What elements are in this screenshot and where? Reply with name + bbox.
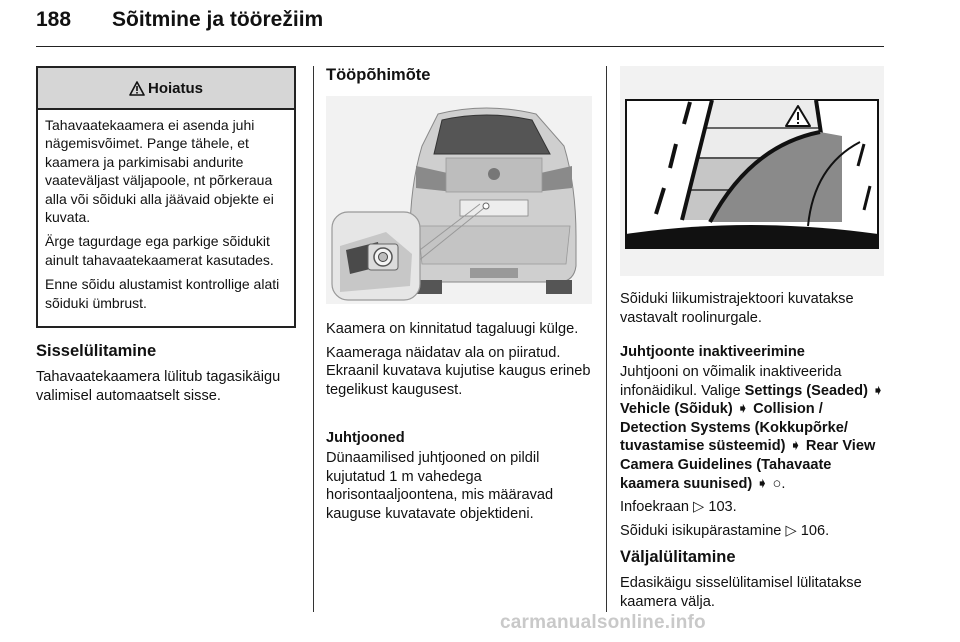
switch-off-text: Edasikäigu sisselülitamisel lülitatakse kaamera välja. (620, 575, 862, 610)
footer-watermark: carmanualsonline.info (500, 612, 706, 633)
arrow-icon: ➧ (789, 438, 802, 455)
principle-heading: Tööpõhimõte (326, 66, 431, 84)
page-ref-icon: ▷ (785, 522, 797, 539)
arrow-icon: ➧ (872, 382, 885, 399)
warning-paragraph-1: Tahavaatekaamera ei asenda juhi nägemisvõimet. Pange tähele, et kaamera ja parkimisabi andurite vaateväljast väljapoole, nt põrkeraua alla või sõiduki alla jäävaid objekte ei kuvata. (45, 117, 274, 226)
page-number: 188 (36, 8, 72, 31)
page-ref-icon: ▷ (693, 499, 705, 516)
warning-paragraph-2: Ärge tagurdage ega parkige sõidukit ainult tahavaatekaamerat kasutades. (45, 233, 274, 268)
warning-paragraph-3: Enne sõidu alustamist kontrollige alati sõiduki ümbrust. (45, 276, 280, 311)
info-display-ref: Infoekraan (620, 499, 689, 516)
sentence-end: . (781, 475, 786, 492)
guidelines-text: Dünaamilised juhtjooned on pildil kujutatud 1 m vahedega horisontaaljoontena, mis määravad kauguse kuvatavate objektideni. (326, 450, 554, 522)
arrow-icon: ➧ (756, 475, 769, 492)
page-title: Sõitmine ja töörežiim (112, 8, 324, 31)
warning-title: Hoiatus (147, 79, 203, 97)
deactivate-heading: Juhtjoonte inaktiveerimine (620, 344, 805, 360)
guidelines-screen-illustration (620, 66, 884, 276)
switch-off-heading: Väljalülitamine (620, 548, 736, 566)
header-rule (36, 46, 884, 47)
personalization-page: 106. (800, 522, 830, 539)
switch-on-heading: Sisselülitamine (36, 342, 157, 360)
deactivate-intro: Juhtjooni on võimalik inaktiveerida infonäidikul. Valige (620, 364, 842, 399)
principle-paragraph-1: Kaamera on kinnitatud tagaluugi külge. (326, 321, 579, 337)
warning-triangle-icon (129, 81, 145, 96)
deactivate-text (620, 363, 886, 545)
arrow-icon: ➧ (736, 401, 750, 418)
toggle-off-icon: ○ (772, 475, 782, 492)
warning-header (38, 68, 294, 110)
column-divider-1 (313, 66, 314, 612)
menu-settings: Settings (Seaded) (744, 382, 868, 399)
switch-on-text: Tahavaatekaamera lülitub tagasikäigu valimisel automaatselt sisse. (36, 369, 281, 404)
menu-collision: Collision / Detection Systems (Kokkupõrke/ tuvastamise süsteemid) (620, 401, 848, 455)
car-rear-camera-illustration (326, 96, 592, 304)
info-display-page: 103. (708, 499, 737, 516)
column-divider-2 (606, 66, 607, 612)
personalization-ref: Sõiduki isikupärastamine (620, 522, 782, 539)
menu-vehicle: Vehicle (Sõiduk) (620, 401, 733, 418)
menu-camera-guidelines: Rear View Camera Guidelines (Tahavaate kaamera suunised) (620, 438, 876, 492)
guidelines-heading: Juhtjooned (326, 430, 405, 446)
warning-body (38, 110, 294, 312)
principle-text (326, 320, 591, 404)
warning-box (36, 66, 296, 328)
principle-paragraph-2: Kaameraga näidatav ala on piiratud. Ekraanil kuvatava kujutise kaugus erineb tegelikust kaugusest. (326, 344, 591, 398)
trajectory-text: Sõiduki liikumistrajektoori kuvatakse vastavalt roolinurgale. (620, 291, 854, 326)
